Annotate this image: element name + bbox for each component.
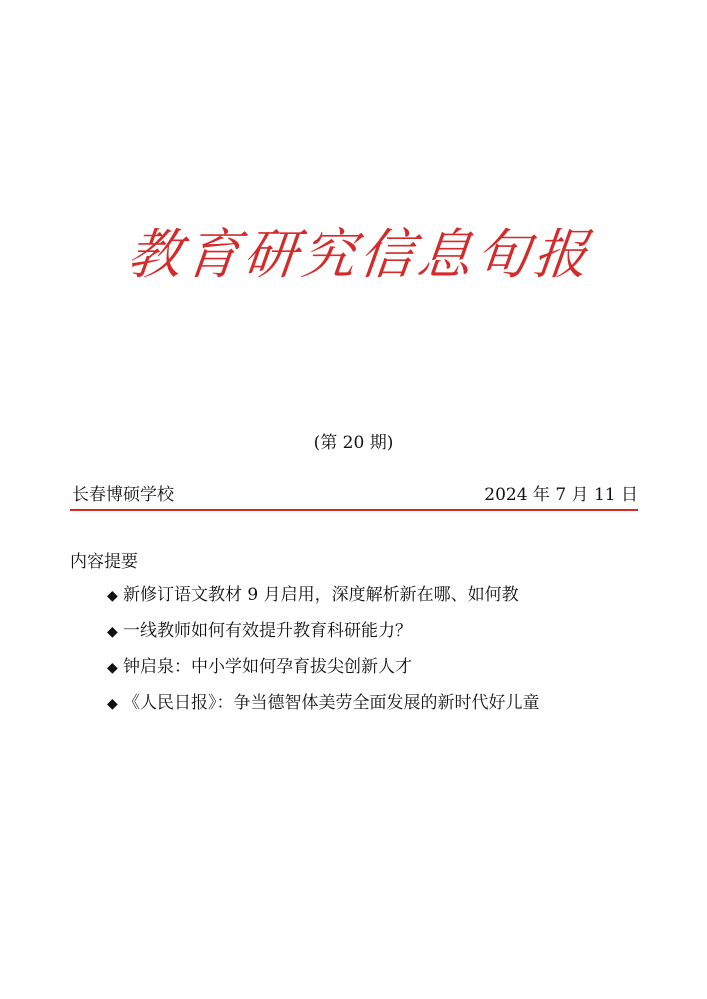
summary-list — [107, 583, 540, 727]
header-divider — [70, 509, 638, 511]
summary-item — [107, 691, 540, 727]
masthead — [120, 200, 600, 300]
diamond-bullet-icon: ◆ — [107, 624, 118, 640]
masthead-title: 教育研究信息旬报 — [124, 222, 595, 286]
summary-item-text: 新修订语文教材 9 月启用，深度解析新在哪、如何教 — [123, 585, 519, 605]
issue-date: 2024 年 7 月 11 日 — [484, 485, 638, 505]
diamond-bullet-icon: ◆ — [107, 696, 118, 712]
summary-item-text: 《人民日报》：争当德智体美劳全面发展的新时代好儿童 — [123, 693, 540, 713]
summary-item-text: 一线教师如何有效提升教育科研能力？ — [123, 621, 412, 641]
summary-item — [107, 619, 540, 655]
summary-heading: 内容提要 — [70, 552, 138, 572]
summary-item — [107, 655, 540, 691]
diamond-bullet-icon: ◆ — [107, 660, 118, 676]
issue-number: (第 20 期) — [313, 433, 394, 453]
summary-item — [107, 583, 540, 619]
school-name: 长春博硕学校 — [72, 485, 174, 505]
diamond-bullet-icon: ◆ — [107, 588, 118, 604]
summary-item-text: 钟启泉：中小学如何孕育拔尖创新人才 — [123, 657, 412, 677]
meta-row — [72, 480, 638, 504]
